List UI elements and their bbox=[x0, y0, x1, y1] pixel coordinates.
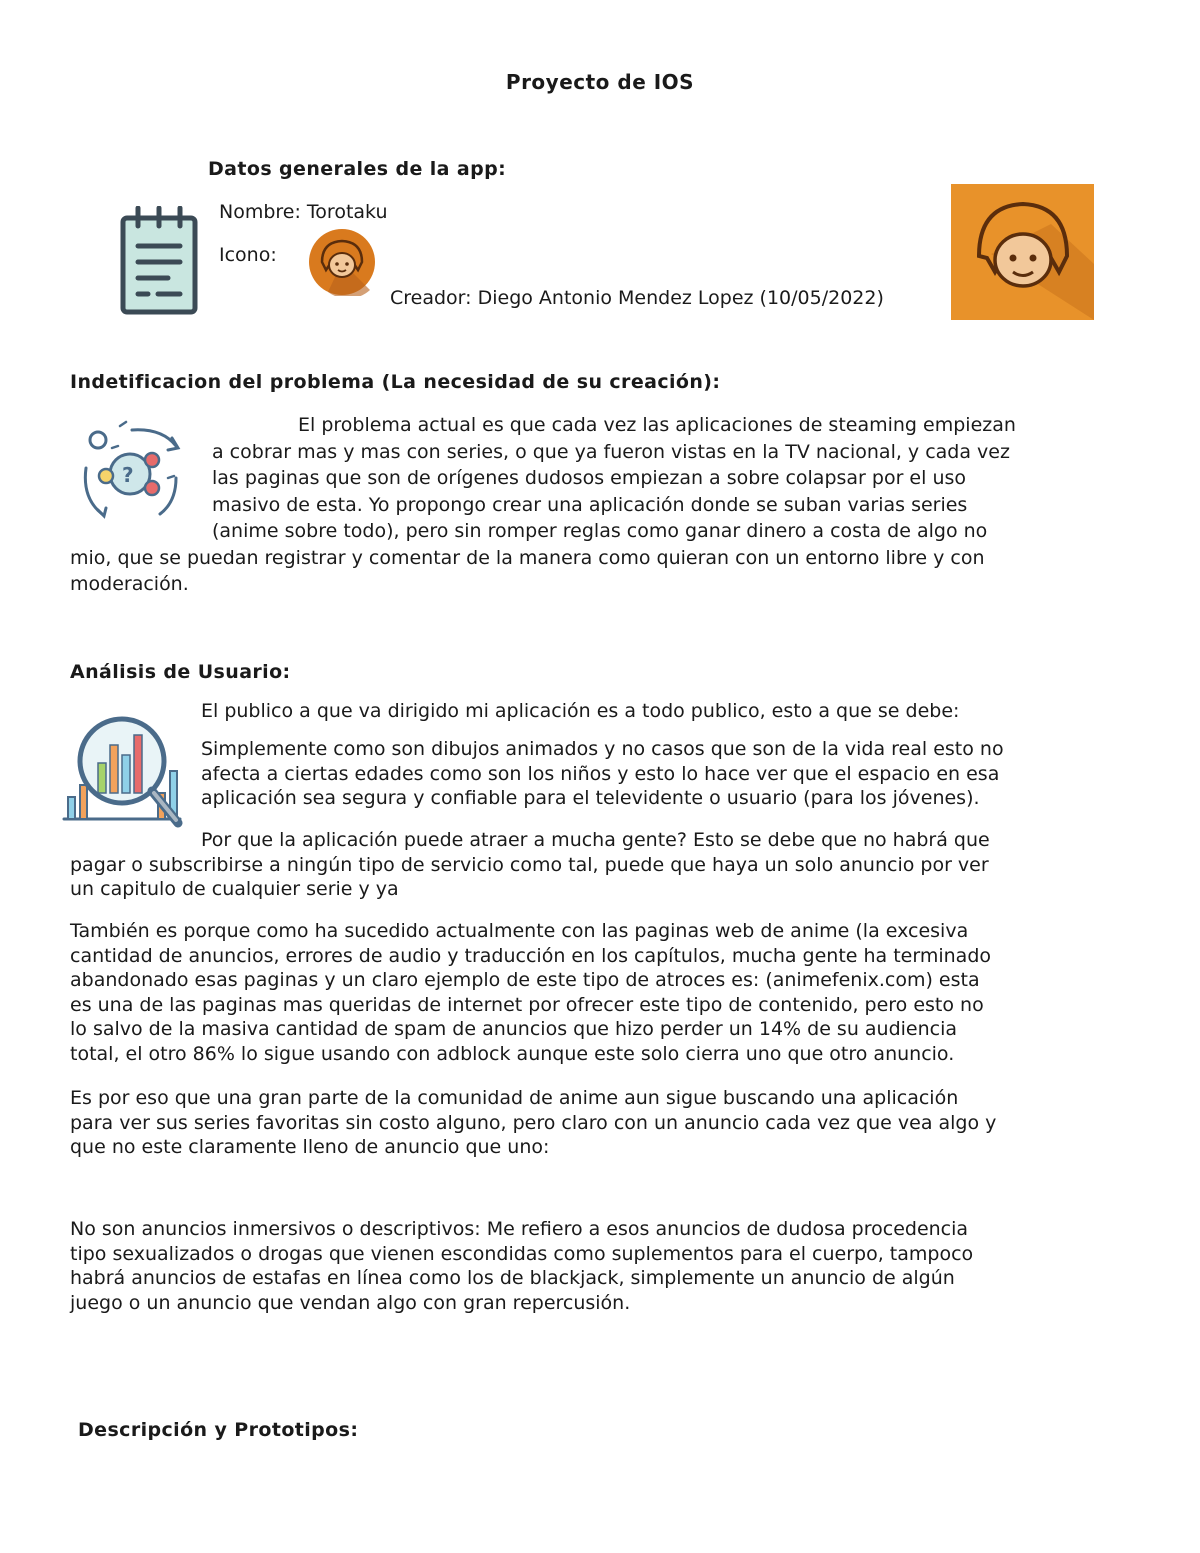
paragraph-line: También es porque como ha sucedido actualmente con las paginas web de anime (la excesiva bbox=[70, 920, 969, 942]
prototypes-heading: Descripción y Prototipos: bbox=[78, 1419, 359, 1441]
paragraph-line: aplicación sea segura y confiable para el televidente o usuario (para los jóvenes). bbox=[201, 787, 980, 809]
creator-line: Creador: Diego Antonio Mendez Lopez (10/05/2022) bbox=[390, 287, 884, 309]
notepad-icon bbox=[118, 206, 200, 316]
user-paragraph-4 bbox=[70, 919, 991, 1066]
app-logo-small-icon bbox=[308, 228, 376, 296]
app-name-line: Nombre: Torotaku bbox=[219, 201, 388, 223]
paragraph-line: abandonado esas paginas y un claro ejemplo de este tipo de atroces es: (animefenix.com) esta bbox=[70, 969, 980, 991]
user-paragraph-6 bbox=[70, 1217, 973, 1315]
problem-line: masivo de esta. Yo propongo crear una aplicación donde se suban varias series bbox=[212, 493, 968, 516]
paragraph-line: lo salvo de la masiva cantidad de spam de anuncios que hizo perder un 14% de su audiencia bbox=[70, 1018, 958, 1040]
paragraph-line: para ver sus series favoritas sin costo alguno, pero claro con un anuncio cada vez que vea algo y bbox=[70, 1111, 997, 1134]
problem-line: moderación. bbox=[70, 573, 189, 595]
svg-text:?: ? bbox=[122, 463, 134, 487]
app-icon-label: Icono: bbox=[219, 244, 277, 266]
user-analysis-heading: Análisis de Usuario: bbox=[70, 661, 291, 683]
problem-line: (anime sobre todo), pero sin romper reglas como ganar dinero a costa de algo no bbox=[212, 520, 988, 542]
paragraph-line: total, el otro 86% lo sigue usando con adblock aunque este solo cierra uno que otro anuncio. bbox=[70, 1042, 955, 1065]
problem-line: a cobrar mas y mas con series, o que ya fueron vistas en la TV nacional, y cada vez bbox=[212, 440, 1010, 463]
paragraph-line: tipo sexualizados o drogas que vienen escondidas como suplementos para el cuerpo, tampoco bbox=[70, 1242, 974, 1265]
problem-line: mio, que se puedan registrar y comentar de la manera como quieran con un entorno libre y con bbox=[70, 546, 985, 569]
general-data-heading: Datos generales de la app: bbox=[208, 158, 507, 180]
user-paragraph-5 bbox=[70, 1086, 996, 1160]
user-paragraph-3 bbox=[70, 828, 1130, 902]
problem-heading: Indetificacion del problema (La necesidad de su creación): bbox=[70, 371, 721, 393]
document-title: Proyecto de IOS bbox=[505, 70, 695, 94]
paragraph-line: Simplemente como son dibujos animados y no casos que son de la vida real esto no bbox=[201, 738, 1004, 760]
paragraph-line: afecta a ciertas edades como son los niños y esto lo hace ver que el espacio en esa bbox=[201, 762, 1000, 785]
paragraph-line: que no este claramente lleno de anuncio que uno: bbox=[70, 1136, 550, 1158]
paragraph-line: es una de las paginas mas queridas de internet por ofrecer este tipo de contenido, pero esto no bbox=[70, 993, 984, 1016]
user-paragraph-2 bbox=[201, 737, 1004, 811]
paragraph-line: juego o un anuncio que vendan algo con gran repercusión. bbox=[70, 1291, 631, 1314]
paragraph-line: cantidad de anuncios, errores de audio y traducción en los capítulos, mucha gente ha terminado bbox=[70, 944, 992, 967]
data-analysis-icon bbox=[62, 705, 186, 829]
app-logo-large-icon bbox=[951, 184, 1094, 320]
paragraph-line: pagar o subscribirse a ningún tipo de servicio como tal, puede que haya un solo anuncio por ver bbox=[70, 853, 989, 876]
problem-line: El problema actual es que cada vez las aplicaciones de steaming empiezan bbox=[298, 414, 1016, 436]
paragraph-line: Es por eso que una gran parte de la comunidad de anime aun sigue buscando una aplicación bbox=[70, 1087, 959, 1109]
problem-paragraph bbox=[70, 412, 1130, 598]
paragraph-line: Por que la aplicación puede atraer a mucha gente? Esto se debe que no habrá que bbox=[201, 829, 990, 851]
user-paragraph-1: El publico a que va dirigido mi aplicación es a todo publico, esto a que se debe: bbox=[201, 700, 960, 722]
paragraph-line: un capitulo de cualquier serie y ya bbox=[70, 878, 399, 900]
problem-line: las paginas que son de orígenes dudosos empiezan a sobre colapsar por el uso bbox=[212, 467, 967, 489]
paragraph-line: habrá anuncios de estafas en línea como los de blackjack, simplemente un anuncio de algún bbox=[70, 1267, 955, 1289]
paragraph-line: No son anuncios inmersivos o descriptivos: Me refiero a esos anuncios de dudosa procedencia bbox=[70, 1218, 969, 1240]
